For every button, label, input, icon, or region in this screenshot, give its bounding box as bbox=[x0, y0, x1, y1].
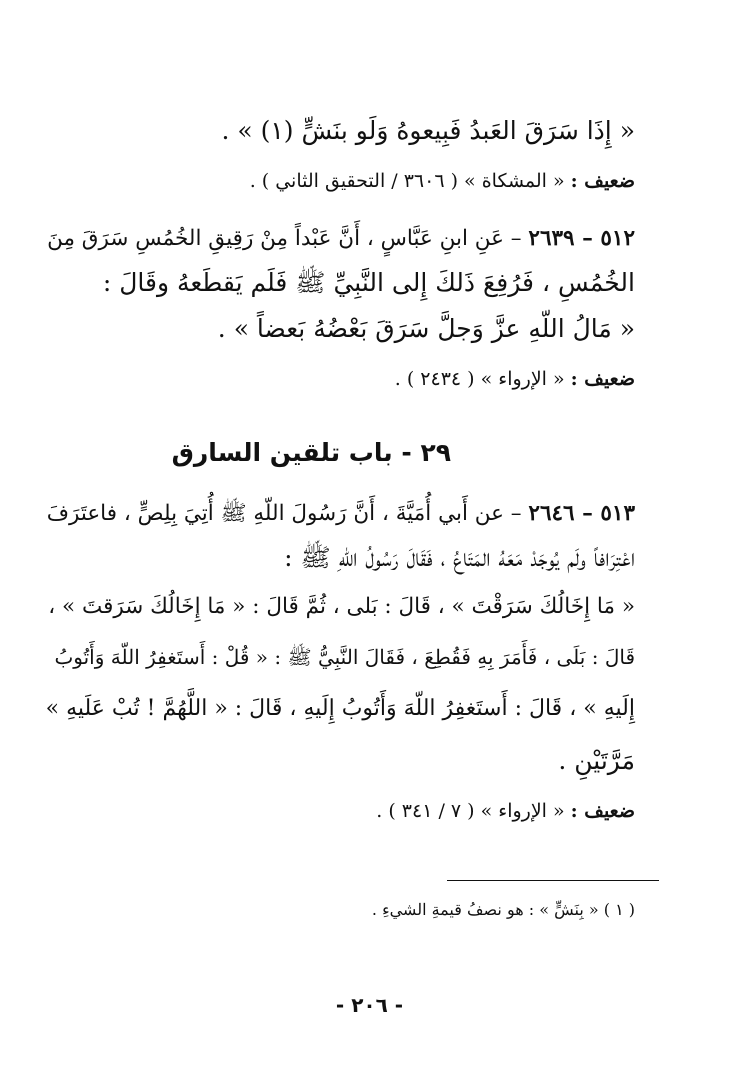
chapter-heading: ٢٩ - باب تلقين السارق bbox=[171, 438, 451, 467]
hadith-text-line: إِلَيهِ » ، قَالَ : أَستَغفِرُ اللّهَ وَأَتُوبُ إِلَيهِ ، قَالَ : « اللَّهُمَّ ! تُبْ عَلَيهِ » bbox=[45, 696, 635, 721]
hadith-text-line: مَرَّتَيْنِ . bbox=[558, 746, 635, 775]
grading-reference bbox=[395, 365, 635, 393]
grading-label: ضعيف : bbox=[570, 170, 635, 192]
grading-source: « الإرواء » ( ٢٤٣٤ ) . bbox=[394, 368, 565, 390]
hadith-text-line: الخُمُسِ ، فَرُفِعَ ذَلكَ إِلى النَّبِيِّ ﷺ فَلَم يَقطَعهُ وقَالَ : bbox=[102, 268, 635, 297]
grading-reference bbox=[250, 167, 635, 195]
hadith-text-line: « مَالُ اللّهِ عزَّ وَجلَّ سَرَقَ بَعْضُهُ بَعضاً » . bbox=[217, 314, 635, 343]
page-number: - ٢٠٦ - bbox=[335, 993, 404, 1017]
hadith-number: ٥١٢ – ٢٦٣٩ bbox=[528, 226, 635, 251]
grading-reference bbox=[376, 797, 635, 825]
hadith-text-line: اعْتِرَافاً ولَم يُوجَدْ مَعَهُ المَتَاعُ ، فَقَالَ رَسُولُ اللّهِ ﷺ : bbox=[284, 543, 635, 572]
hadith-text-line: « مَا إِخَالُكَ سَرَقْتَ » ، قَالَ : بَلى ، ثُمَّ قَالَ : « مَا إِخَالُكَ سَرَقتَ » ، bbox=[48, 594, 635, 619]
hadith-text-line: « إِذَا سَرَقَ العَبدُ فَبِيعوهُ وَلَو بنَشٍّ (١) » . bbox=[221, 116, 635, 145]
grading-label: ضعيف : bbox=[570, 368, 635, 390]
hadith-text: – عن أَبي أُمَيَّةَ ، أَنَّ رَسُولَ اللّهِ ﷺ أُتِيَ بِلِصٍّ ، فاعتَرَفَ bbox=[46, 501, 522, 526]
grading-source: « المشكاة » ( ٣٦٠٦ / التحقيق الثاني ) . bbox=[249, 170, 565, 192]
hadith-number: ٥١٣ – ٢٦٤٦ bbox=[528, 501, 635, 526]
hadith-text: – عَنِ ابنِ عَبَّاسٍ ، أَنَّ عَبْداً مِنْ رَقِيقِ الخُمُسِ سَرَقَ مِنَ bbox=[47, 226, 522, 251]
footnote-separator bbox=[447, 880, 659, 881]
footnote-text: ( ١ ) « بِنَشٍّ » : هو نصفُ قيمةِ الشيءِ . bbox=[371, 900, 635, 919]
hadith-text-line: قَالَ : بَلَى ، فَأَمَرَ بِهِ فَقُطِعَ ، فَقَالَ النَّبِيُّ ﷺ : « قُلْ : أَستَغفِرُ اللّهَ وَأَتُوبُ bbox=[54, 645, 635, 669]
grading-label: ضعيف : bbox=[570, 800, 635, 822]
hadith-first-line bbox=[44, 222, 635, 256]
grading-source: « الإرواء » ( ٧ / ٣٤١ ) . bbox=[376, 800, 565, 822]
hadith-first-line bbox=[44, 497, 635, 531]
